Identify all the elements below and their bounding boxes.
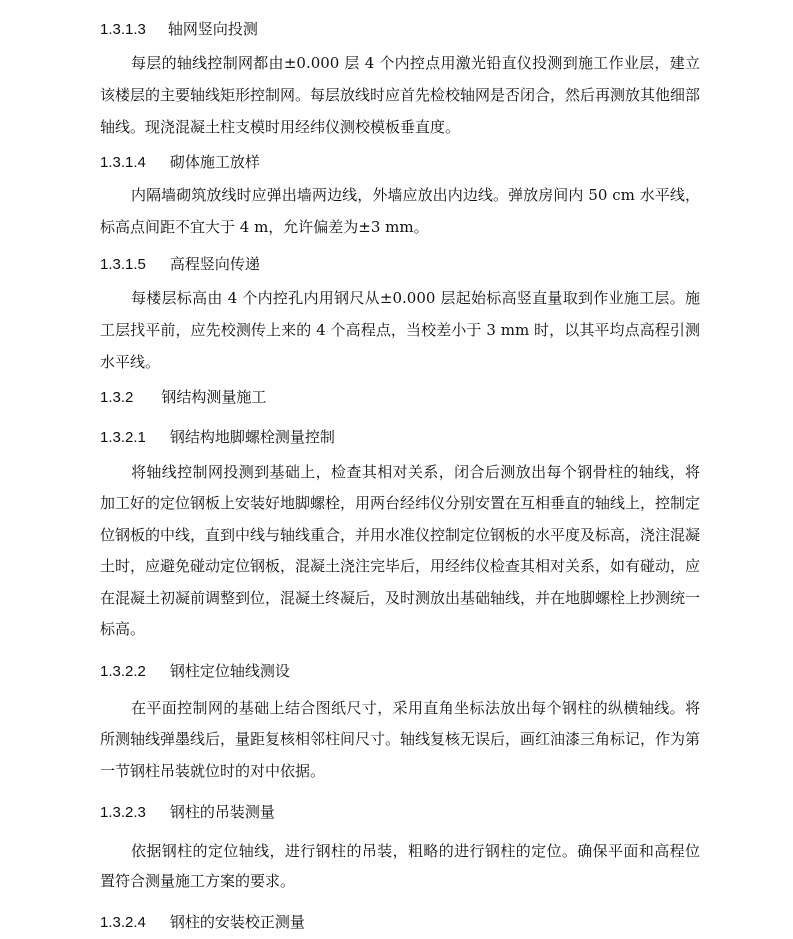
paragraph: 依据钢柱的定位轴线，进行钢柱的吊装，粗略的进行钢柱的定位。确保平面和高程位置符合测量施工方案的要求。 (100, 842, 700, 890)
paragraph: 将轴线控制网投测到基础上，检查其相对关系，闭合后测放出每个钢骨柱的轴线，将加工好的定位钢板上安装好地脚螺栓，用两台经纬仪分别安置在互相垂直的轴线上，控制定位钢板的中线，直到中线与轴线重合，并用水准仪控制定位钢板的水平度及标高，浇注混凝土时，应避免碰动定位钢板，混凝土浇注完毕后，用经纬仪检查其相对关系，如有碰动，应在混凝土初凝前调整到位，混凝土终凝后，及时测放出基础轴线，并在地脚螺栓上抄测统一标高。 (100, 463, 701, 639)
section-number: 1.3.2 (100, 389, 134, 406)
section-heading-1-3-2-2 (100, 661, 290, 682)
section-number: 1.3.1.4 (100, 154, 146, 171)
section-number: 1.3.2.4 (100, 914, 146, 931)
paragraph: 每层的轴线控制网都由±0.000 层 4 个内控点用激光铅直仪投测到施工作业层，建立该楼层的主要轴线矩形控制网。每层放线时应首先检校轴网是否闭合，然后再测放其他细部轴线。现浇混凝土柱支模时用经纬仪测校模板垂直度。 (100, 54, 701, 136)
paragraph: 内隔墙砌筑放线时应弹出墙两边线，外墙应放出内边线。弹放房间内 50 cm 水平线，标高点间距不宜大于 4 m，允许偏差为±3 mm。 (100, 186, 700, 236)
section-heading-1-3-1-5 (100, 254, 260, 275)
section-title: 高程竖向传递 (169, 255, 260, 273)
section-number: 1.3.2.2 (100, 663, 146, 680)
section-title: 钢结构测量施工 (161, 388, 267, 406)
section-heading-1-3-2-4 (100, 912, 305, 933)
section-number: 1.3.2.1 (100, 429, 146, 446)
section-heading-1-3-2-3 (100, 802, 275, 823)
section-heading-1-3-1-3 (100, 19, 258, 40)
section-heading-1-3-2 (100, 387, 266, 408)
paragraph: 在平面控制网的基础上结合图纸尺寸，采用直角坐标法放出每个钢柱的纵横轴线。将所测轴线弹墨线后，量距复核相邻柱间尺寸。轴线复核无误后，画红油漆三角标记，作为第一节钢柱吊装就位时的对中依据。 (100, 699, 701, 780)
section-heading-1-3-1-4 (100, 152, 260, 173)
section-number: 1.3.2.3 (100, 804, 146, 821)
section-title: 钢柱的安装校正测量 (169, 913, 305, 931)
section-title: 钢柱定位轴线测设 (169, 662, 290, 680)
section-title: 钢柱的吊装测量 (169, 803, 275, 821)
section-title: 钢结构地脚螺栓测量控制 (169, 428, 335, 446)
paragraph: 每楼层标高由 4 个内控孔内用钢尺从±0.000 层起始标高竖直量取到作业施工层。施工层找平前，应先校测传上来的 4 个高程点，当校差小于 3 mm 时，以其平均点高程引测水平线。 (100, 289, 700, 371)
section-heading-1-3-2-1 (100, 427, 335, 448)
section-number: 1.3.1.5 (100, 256, 146, 273)
section-title: 轴网竖向投测 (167, 20, 258, 38)
section-title: 砌体施工放样 (169, 153, 260, 171)
section-number: 1.3.1.3 (100, 21, 146, 38)
